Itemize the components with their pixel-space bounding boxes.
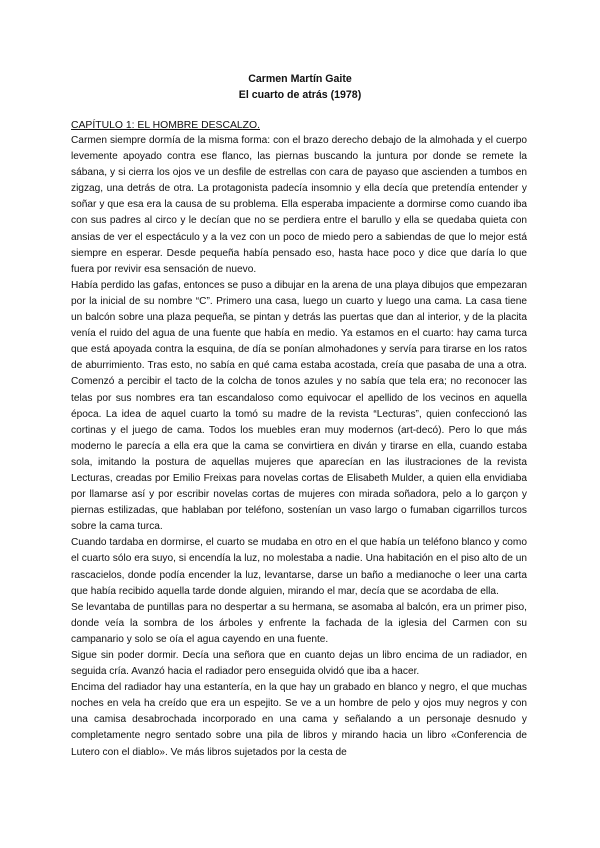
paragraph: Se levantaba de puntillas para no despertar a su hermana, se asomaba al balcón, era un primer piso, donde veía la sombra de los árboles y enfrente la fachada de la iglesia del Carmen con su campanario y solo se oía el agua cayendo en una fuente.: [71, 601, 527, 645]
paragraph: Carmen siempre dormía de la misma forma: con el brazo derecho debajo de la almohada y el cuerpo levemente apoyado contra ese flanco, las piernas buscando la juntura por donde se remete la sábana, y si cierra los ojos ve un desfile de estrellas con cara de payaso que ascienden a tumbos en zigzag, una detrás de otra. La protagonista padecía insomnio y ella decía que pretendía entender y soñar y que esa era la causa de su problema. Ella esperaba impaciente a dormirse como cuando iba con sus padres al circo y le decían que no se perdiera entre el barullo y ella se quedaba quieta con ansias de ver el espectáculo y a la vez con un poco de miedo pero a sabiendas de que lo mejor está siempre en esperar. Desde pequeña había pensado eso, hasta hace poco y dice que daría lo que fuera por revivir esa sensación de nuevo.: [71, 135, 527, 275]
book-title: El cuarto de atrás (1978): [238, 89, 362, 101]
chapter-heading: CAPÍTULO 1: EL HOMBRE DESCALZO.: [71, 120, 260, 131]
paragraph: Encima del radiador hay una estantería, en la que hay un grabado en blanco y negro, el que muchas noches en vela ha creído que era un espejito. Se ve a un hombre de pelo y ojos muy negros y con una camisa desabrochada incorporado en una cama y señalando a un personaje desnudo y completamente negro sentado sobre una pila de libros y mirando hacia un libro «Conferencia de Lutero con el diablo». Ve más libros sujetados por la cesta de: [71, 682, 527, 758]
paragraph: Sigue sin poder dormir. Decía una señora que en cuanto dejas un libro encima de un radiador, en seguida cría. Avanzó hacia el radiador pero enseguida olvidó que iba a hacer.: [71, 650, 527, 678]
paragraph: Había perdido las gafas, entonces se puso a dibujar en la arena de una playa dibujos que empezaran por la inicial de su nombre “C”. Primero una casa, luego un cuarto y luego una cama. La casa tiene un balcón sobre una plaza pequeña, se pintan y detrás las puertas que dan al interior, y de la placita venía el ruido del agua de una fuente que había en medio. Ya estamos en el cuarto: hay cama turca que está apoyada contra la esquina, de día se ponían almohadones y servía para tirarse en los ratos de aburrimiento. Tras esto, no sabía en qué cama estaba acostada, creía que pasaba de una a otra. Comenzó a percibir el tacto de la colcha de tonos azules y no sabía que tela era; no reconocer las telas por sus nombres era tan escandaloso como equivocar el apellido de los vecinos en aquella época. La idea de aquel cuarto la tomó su madre de la revista “Lecturas”, quien confeccionó las cortinas y el juego de cama. Todos los muebles eran muy modernos (art-decó). Pero lo que más moderno le parecía a ella era que la cama se convirtiera en diván y tirarse en ella, cuando estaba sola, imitando la postura de aquellas mujeres que aparecían en las ilustraciones de la revista Lecturas, creadas por Emilio Freixas para novelas cortas de Elisabeth Mulder, a quien ella envidiaba por llamarse así y por escribir novelas cortas de mujeres con mirada soñadora, pelo a lo garçon y piernas estilizadas, que hablaban por teléfono, sostenían un vaso largo o fumaban cigarrillos turcos sobre la cama turca.: [71, 279, 527, 533]
author-name: Carmen Martín Gaite: [248, 73, 352, 85]
paragraph: Cuando tardaba en dormirse, el cuarto se mudaba en otro en el que había un teléfono blanco y como el cuarto sólo era suyo, si encendía la luz, no molestaba a nadie. Una habitación en el piso alto de un rascacielos, donde podía encender la luz, levantarse, darse un baño a medianoche o leer una carta que había recibido aquella tarde donde alguien, mirando el mar, decía que se acordaba de ella.: [71, 537, 527, 597]
body-text: [71, 133, 527, 761]
document-header: [0, 71, 600, 103]
